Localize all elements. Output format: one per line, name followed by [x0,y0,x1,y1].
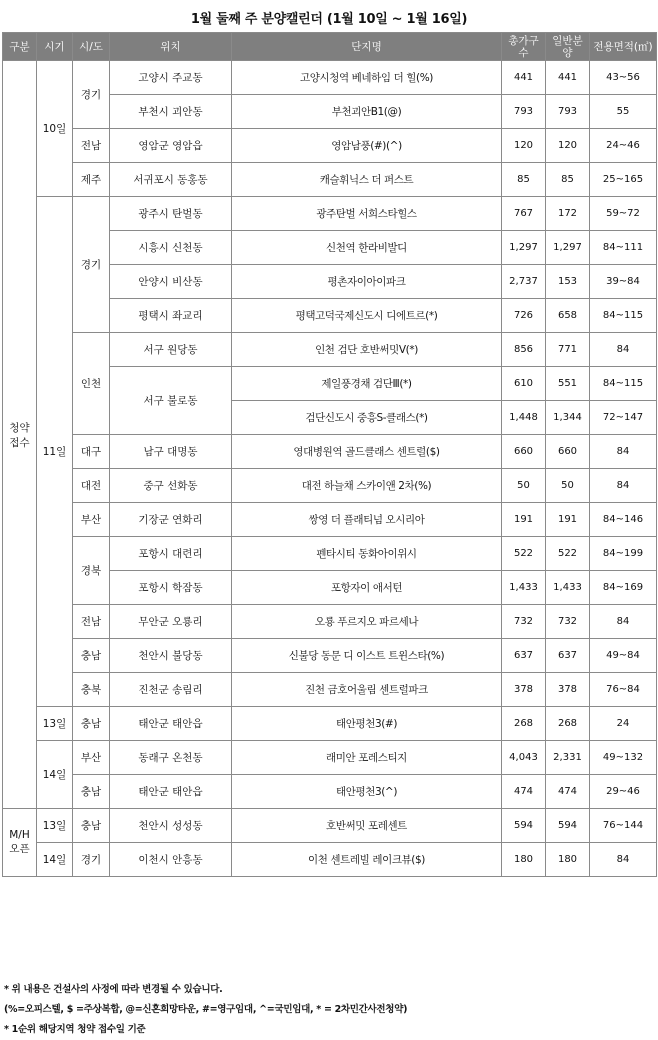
header-location: 위치 [110,33,232,61]
area-cell: 84 [590,843,657,877]
date-cell: 13일 [37,809,73,843]
footnote-criteria: * 1순위 해당지역 청약 접수일 기준 [4,1024,146,1035]
header-region: 시/도 [73,33,110,61]
table-row [3,605,657,639]
date-cell: 14일 [37,843,73,877]
location-cell: 포항시 대련리 [110,537,232,571]
complex-name-cell: 평촌자이아이파크 [232,265,502,299]
total-units-cell: 637 [502,639,546,673]
header-area: 전용면적(㎡) [590,33,657,61]
date-cell: 11일 [37,197,73,707]
area-cell: 76~84 [590,673,657,707]
location-cell: 천안시 불당동 [110,639,232,673]
location-cell: 안양시 비산동 [110,265,232,299]
table-row [3,775,657,809]
table-row [3,639,657,673]
general-units-cell: 85 [546,163,590,197]
table-row [3,843,657,877]
general-units-cell: 1,433 [546,571,590,605]
footnote-change-notice: * 위 내용은 건설사의 사정에 따라 변경될 수 있습니다. [4,984,223,995]
area-cell: 55 [590,95,657,129]
location-cell: 영암군 영암읍 [110,129,232,163]
total-units-cell: 180 [502,843,546,877]
total-units-cell: 732 [502,605,546,639]
complex-name-cell: 평택고덕국제신도시 디에트르(*) [232,299,502,333]
general-units-cell: 1,297 [546,231,590,265]
region-cell: 경기 [73,197,110,333]
location-cell: 태안군 태안읍 [110,775,232,809]
area-cell: 84~111 [590,231,657,265]
complex-name-cell: 이천 센트레빌 레이크뷰($) [232,843,502,877]
complex-name-cell: 신불당 동문 디 이스트 트윈스타(%) [232,639,502,673]
general-units-cell: 594 [546,809,590,843]
location-cell: 무안군 오룡리 [110,605,232,639]
total-units-cell: 191 [502,503,546,537]
general-units-cell: 172 [546,197,590,231]
table-row [3,469,657,503]
region-cell: 경기 [73,843,110,877]
location-cell: 부천시 괴안동 [110,95,232,129]
area-cell: 59~72 [590,197,657,231]
total-units-cell: 594 [502,809,546,843]
general-units-cell: 658 [546,299,590,333]
footnotes [4,980,654,1040]
general-units-cell: 268 [546,707,590,741]
area-cell: 29~46 [590,775,657,809]
area-cell: 24~46 [590,129,657,163]
table-header-row [3,33,657,61]
location-cell: 서구 불로동 [110,367,232,435]
total-units-cell: 120 [502,129,546,163]
region-cell: 인천 [73,333,110,435]
complex-name-cell: 대전 하늘채 스카이앤 2차(%) [232,469,502,503]
total-units-cell: 1,433 [502,571,546,605]
subscription-calendar-table [2,32,657,877]
table-row [3,129,657,163]
general-units-cell: 191 [546,503,590,537]
region-cell: 충남 [73,639,110,673]
total-units-cell: 378 [502,673,546,707]
complex-name-cell: 오룡 푸르지오 파르세나 [232,605,502,639]
date-cell: 13일 [37,707,73,741]
date-cell: 14일 [37,741,73,809]
general-units-cell: 50 [546,469,590,503]
table-row [3,741,657,775]
table-row [3,809,657,843]
region-cell: 전남 [73,129,110,163]
table-row [3,197,657,231]
general-units-cell: 522 [546,537,590,571]
category-cell: M/H오픈 [3,809,37,877]
area-cell: 84~146 [590,503,657,537]
complex-name-cell: 고양시청역 베네하임 더 힐(%) [232,61,502,95]
table-row [3,61,657,95]
area-cell: 43~56 [590,61,657,95]
location-cell: 고양시 주교동 [110,61,232,95]
general-units-cell: 2,331 [546,741,590,775]
page-title: 1월 둘째 주 분양캘린더 (1월 10일 ~ 1월 16일) [190,12,468,27]
total-units-cell: 793 [502,95,546,129]
region-cell: 대구 [73,435,110,469]
location-cell: 태안군 태안읍 [110,707,232,741]
complex-name-cell: 광주탄벌 서희스타힐스 [232,197,502,231]
total-units-cell: 522 [502,537,546,571]
header-category: 구분 [3,33,37,61]
general-units-cell: 551 [546,367,590,401]
complex-name-cell: 포항자이 애서턴 [232,571,502,605]
total-units-cell: 726 [502,299,546,333]
table-row [3,537,657,571]
area-cell: 84 [590,605,657,639]
table-row [3,673,657,707]
area-cell: 25~165 [590,163,657,197]
location-cell: 동래구 온천동 [110,741,232,775]
location-cell: 광주시 탄벌동 [110,197,232,231]
area-cell: 84~169 [590,571,657,605]
total-units-cell: 610 [502,367,546,401]
area-cell: 49~132 [590,741,657,775]
general-units-cell: 660 [546,435,590,469]
total-units-cell: 2,737 [502,265,546,299]
area-cell: 49~84 [590,639,657,673]
general-units-cell: 1,344 [546,401,590,435]
area-cell: 39~84 [590,265,657,299]
region-cell: 충남 [73,707,110,741]
table-row [3,163,657,197]
location-cell: 서귀포시 동홍동 [110,163,232,197]
complex-name-cell: 호반써밋 포레센트 [232,809,502,843]
region-cell: 제주 [73,163,110,197]
region-cell: 부산 [73,741,110,775]
general-units-cell: 180 [546,843,590,877]
table-row [3,503,657,537]
area-cell: 76~144 [590,809,657,843]
total-units-cell: 1,297 [502,231,546,265]
region-cell: 충남 [73,809,110,843]
total-units-cell: 856 [502,333,546,367]
footnote-legend: (%=오피스텔, $ =주상복합, @=신혼희망타운, #=영구임대, ^=국민임대, * = 2차민간사전청약) [4,1004,408,1015]
general-units-cell: 771 [546,333,590,367]
total-units-cell: 474 [502,775,546,809]
total-units-cell: 268 [502,707,546,741]
complex-name-cell: 캐슬휘닉스 더 퍼스트 [232,163,502,197]
complex-name-cell: 진천 금호어울림 센트럴파크 [232,673,502,707]
total-units-cell: 1,448 [502,401,546,435]
total-units-cell: 85 [502,163,546,197]
complex-name-cell: 래미안 포레스티지 [232,741,502,775]
table-row [3,333,657,367]
category-cell: 청약접수 [3,61,37,809]
complex-name-cell: 부천괴안B1(@) [232,95,502,129]
location-cell: 평택시 좌교리 [110,299,232,333]
general-units-cell: 793 [546,95,590,129]
general-units-cell: 153 [546,265,590,299]
complex-name-cell: 태안평천3(^) [232,775,502,809]
location-cell: 기장군 연화리 [110,503,232,537]
complex-name-cell: 펜타시티 동화아이위시 [232,537,502,571]
complex-name-cell: 영대병원역 골드클래스 센트럴($) [232,435,502,469]
region-cell: 충남 [73,775,110,809]
date-cell: 10일 [37,61,73,197]
header-general-units: 일반분양 [546,33,590,61]
area-cell: 84 [590,469,657,503]
location-cell: 남구 대명동 [110,435,232,469]
area-cell: 84 [590,435,657,469]
total-units-cell: 767 [502,197,546,231]
complex-name-cell: 영암남풍(#)(^) [232,129,502,163]
general-units-cell: 637 [546,639,590,673]
complex-name-cell: 태안평천3(#) [232,707,502,741]
header-date: 시기 [37,33,73,61]
area-cell: 24 [590,707,657,741]
location-cell: 진천군 송림리 [110,673,232,707]
region-cell: 충북 [73,673,110,707]
region-cell: 경북 [73,537,110,605]
area-cell: 84~115 [590,367,657,401]
region-cell: 부산 [73,503,110,537]
complex-name-cell: 검단신도시 중흥S-클래스(*) [232,401,502,435]
location-cell: 중구 선화동 [110,469,232,503]
complex-name-cell: 쌍영 더 플래티넘 오시리아 [232,503,502,537]
location-cell: 서구 원당동 [110,333,232,367]
location-cell: 천안시 성성동 [110,809,232,843]
general-units-cell: 378 [546,673,590,707]
general-units-cell: 441 [546,61,590,95]
region-cell: 전남 [73,605,110,639]
location-cell: 시흥시 신천동 [110,231,232,265]
total-units-cell: 660 [502,435,546,469]
table-row [3,707,657,741]
total-units-cell: 50 [502,469,546,503]
complex-name-cell: 제일풍경채 검단Ⅲ(*) [232,367,502,401]
header-total-units: 총가구수 [502,33,546,61]
area-cell: 84~115 [590,299,657,333]
location-cell: 이천시 안흥동 [110,843,232,877]
general-units-cell: 474 [546,775,590,809]
general-units-cell: 120 [546,129,590,163]
general-units-cell: 732 [546,605,590,639]
header-complex-name: 단지명 [232,33,502,61]
total-units-cell: 441 [502,61,546,95]
area-cell: 84 [590,333,657,367]
location-cell: 포항시 학잠동 [110,571,232,605]
total-units-cell: 4,043 [502,741,546,775]
complex-name-cell: 신천역 한라비발디 [232,231,502,265]
area-cell: 84~199 [590,537,657,571]
complex-name-cell: 인천 검단 호반써밋Ⅴ(*) [232,333,502,367]
region-cell: 대전 [73,469,110,503]
region-cell: 경기 [73,61,110,129]
table-row [3,435,657,469]
area-cell: 72~147 [590,401,657,435]
